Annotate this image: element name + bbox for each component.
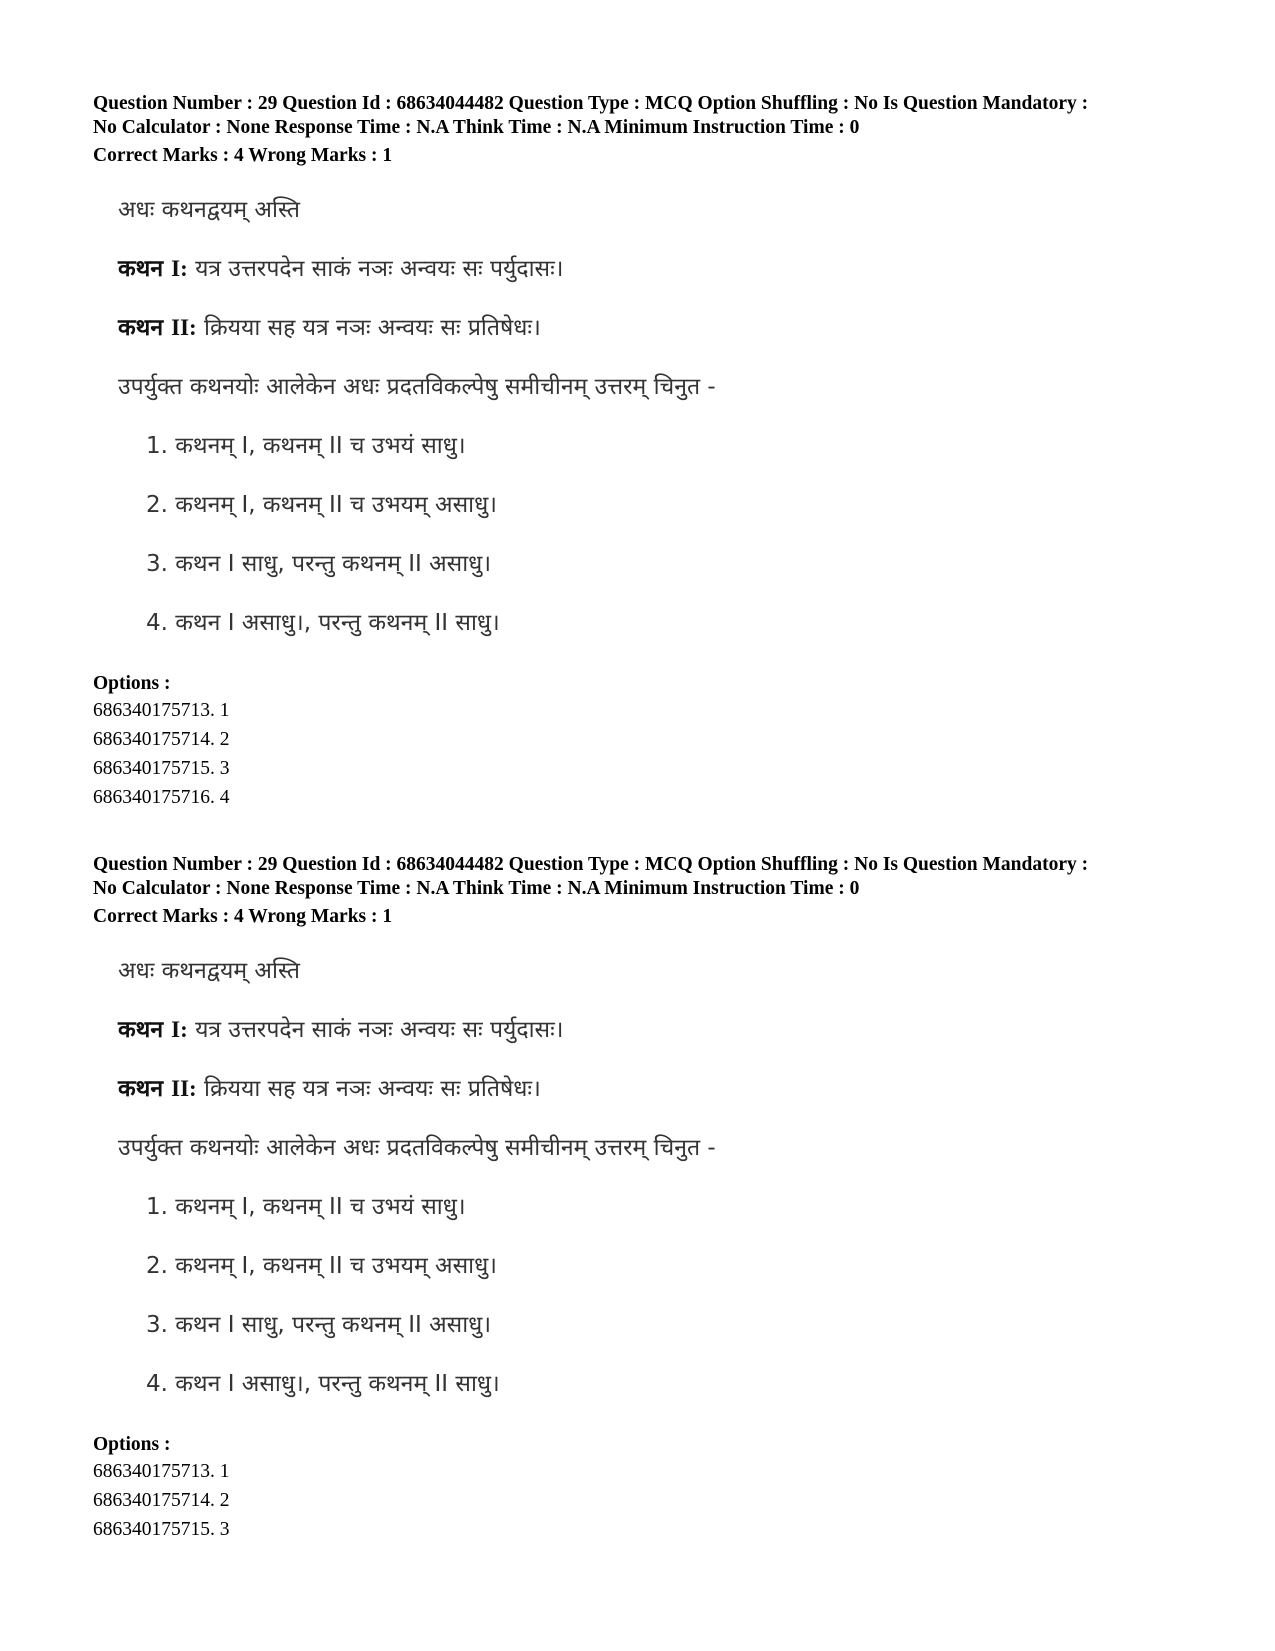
statement-2 <box>118 1069 1213 1128</box>
statement-1 <box>118 1010 1213 1069</box>
statement-1-text: यत्र उत्तरपदेन साकं नञः अन्वयः सः पर्युदासः। <box>187 256 564 282</box>
statement-1-number: I: <box>171 256 188 281</box>
statement-2-text: क्रियया सह यत्र नञः अन्वयः सः प्रतिषेधः। <box>196 315 541 341</box>
statement-2-label: कथन <box>118 1076 172 1102</box>
question-meta <box>93 92 1213 168</box>
question-meta <box>93 853 1213 929</box>
question-intro: अधः कथनद्वयम् अस्ति <box>118 197 301 223</box>
statement-2-label: कथन <box>118 315 172 341</box>
option-id-row: 686340175714. 2 <box>93 1490 230 1511</box>
choice-item: 3. कथन I साधु, परन्तु कथनम् II असाधु। <box>146 551 492 577</box>
choice-item: 4. कथन I असाधु।, परन्तु कथनम् II साधु। <box>146 610 500 636</box>
option-id-row: 686340175715. 3 <box>93 758 230 779</box>
option-id-row: 686340175713. 1 <box>93 1461 230 1482</box>
statement-2-number: II: <box>171 1076 197 1101</box>
question-intro: अधः कथनद्वयम् अस्ति <box>118 958 301 984</box>
question-instruction: उपर्युक्त कथनयोः आलेकेन अधः प्रदतविकल्पेषु समीचीनम् उत्तरम् चिनुत - <box>118 1135 716 1161</box>
option-id-row: 686340175714. 2 <box>93 729 230 750</box>
choice-item: 3. कथन I साधु, परन्तु कथनम् II असाधु। <box>146 1312 492 1338</box>
question-block-1 <box>93 92 1213 812</box>
options-heading: Options : <box>93 673 171 694</box>
question-block-2 <box>93 853 1213 1544</box>
marks-line: Correct Marks : 4 Wrong Marks : 1 <box>93 906 393 927</box>
marks-line: Correct Marks : 4 Wrong Marks : 1 <box>93 145 393 166</box>
statement-1-label: कथन <box>118 256 172 282</box>
meta-line-2: No Calculator : None Response Time : N.A Think Time : N.A Minimum Instruction Time : 0 <box>93 117 860 138</box>
choice-item: 1. कथनम् I, कथनम् II च उभयं साधु। <box>146 1194 466 1220</box>
question-body <box>118 951 1213 1423</box>
statement-1-number: I: <box>171 1017 188 1042</box>
statement-2-text: क्रियया सह यत्र नञः अन्वयः सः प्रतिषेधः। <box>196 1076 541 1102</box>
choice-item: 4. कथन I असाधु।, परन्तु कथनम् II साधु। <box>146 1371 500 1397</box>
statement-1-label: कथन <box>118 1017 172 1043</box>
choice-item: 1. कथनम् I, कथनम् II च उभयं साधु। <box>146 433 466 459</box>
statement-1-text: यत्र उत्तरपदेन साकं नञः अन्वयः सः पर्युदासः। <box>187 1017 564 1043</box>
meta-line-1: Question Number : 29 Question Id : 68634044482 Question Type : MCQ Option Shuffling : No Is Question Mandatory : <box>93 93 1089 114</box>
choice-item: 2. कथनम् I, कथनम् II च उभयम् असाधु। <box>146 492 497 518</box>
question-body <box>118 190 1213 662</box>
statement-2 <box>118 308 1213 367</box>
meta-line-2: No Calculator : None Response Time : N.A Think Time : N.A Minimum Instruction Time : 0 <box>93 878 860 899</box>
option-id-row: 686340175713. 1 <box>93 700 230 721</box>
choice-item: 2. कथनम् I, कथनम् II च उभयम् असाधु। <box>146 1253 497 1279</box>
options-heading: Options : <box>93 1434 171 1455</box>
option-id-row: 686340175716. 4 <box>93 787 230 808</box>
option-id-row: 686340175715. 3 <box>93 1519 230 1540</box>
meta-line-1: Question Number : 29 Question Id : 68634044482 Question Type : MCQ Option Shuffling : No Is Question Mandatory : <box>93 854 1089 875</box>
question-instruction: उपर्युक्त कथनयोः आलेकेन अधः प्रदतविकल्पेषु समीचीनम् उत्तरम् चिनुत - <box>118 374 716 400</box>
statement-1 <box>118 249 1213 308</box>
statement-2-number: II: <box>171 315 197 340</box>
